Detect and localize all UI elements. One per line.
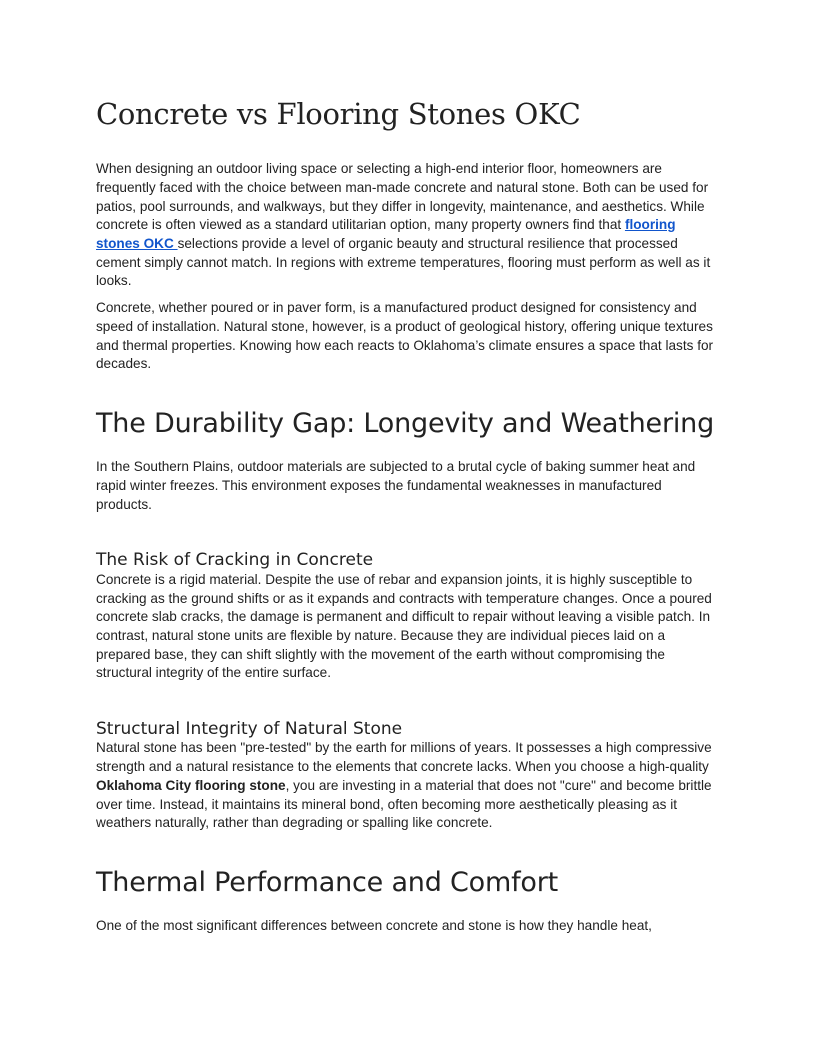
intro-paragraph-2: Concrete, whether poured or in paver form, is a manufactured product designed for consistency and speed of installation. Natural stone, however, is a product of geological history, offering unique textures and thermal properties. Knowing how each reacts to Oklahoma’s climate ensures a space that lasts for decades.: [96, 300, 714, 372]
cracking-subheading: The Risk of Cracking in Concrete: [96, 550, 374, 571]
cracking-paragraph: Concrete is a rigid material. Despite the use of rebar and expansion joints, it is highly susceptible to cracking as the ground shifts or as it expands and contracts with temperature changes. Once a poured concrete slab cracks, the damage is permanent and difficult to repair without leaving a visible patch. In contrast, natural stone units are flexible by nature. Because they are individual pieces laid on a prepared base, they can shift slightly with the movement of the earth without compromising the structural integrity of the entire surface.: [96, 571, 712, 681]
flooring-stones-okc-link[interactable]: flooring stones OKC: [96, 217, 676, 252]
oklahoma-city-flooring-stone-bold: Oklahoma City flooring stone: [96, 777, 286, 793]
integrity-subheading: Structural Integrity of Natural Stone: [96, 719, 403, 740]
integrity-text-after-bold: , you are investing in a material that does not "cure" and become brittle over time. Instead, it maintains its mineral bond, often becoming more aesthetically pleasing as it weathers naturally, rather than degrading or spalling like concrete.: [96, 777, 712, 831]
intro-text-after-link: selections provide a level of organic beauty and structural resilience that processed cement simply cannot match. In regions with extreme temperatures, flooring must perform as well as it looks.: [96, 236, 711, 289]
durability-paragraph: In the Southern Plains, outdoor materials are subjected to a brutal cycle of baking summer heat and rapid winter freezes. This environment exposes the fundamental weaknesses in manufactured products.: [96, 459, 696, 512]
page-title: Concrete vs Flooring Stones OKC: [96, 97, 581, 131]
integrity-text-before-bold: Natural stone has been "pre-tested" by the earth for millions of years. It possesses a high compressive strength and a natural resistance to the elements that concrete lacks. When you choose a high-quality: [96, 740, 712, 775]
durability-heading: The Durability Gap: Longevity and Weathering: [96, 407, 715, 439]
thermal-paragraph: One of the most significant differences between concrete and stone is how they handle heat,: [96, 918, 652, 934]
intro-text-before-link: When designing an outdoor living space or selecting a high-end interior floor, homeowners are frequently faced with the choice between man-made concrete and natural stone. Both can be used for patios, pool surrounds, and walkways, but they differ in longevity, maintenance, and aesthetics. While concrete is often viewed as a standard utilitarian option, many property owners find that: [96, 161, 709, 233]
integrity-paragraph: [96, 739, 720, 833]
thermal-heading: Thermal Performance and Comfort: [96, 867, 559, 898]
intro-paragraph-1: [96, 160, 720, 291]
